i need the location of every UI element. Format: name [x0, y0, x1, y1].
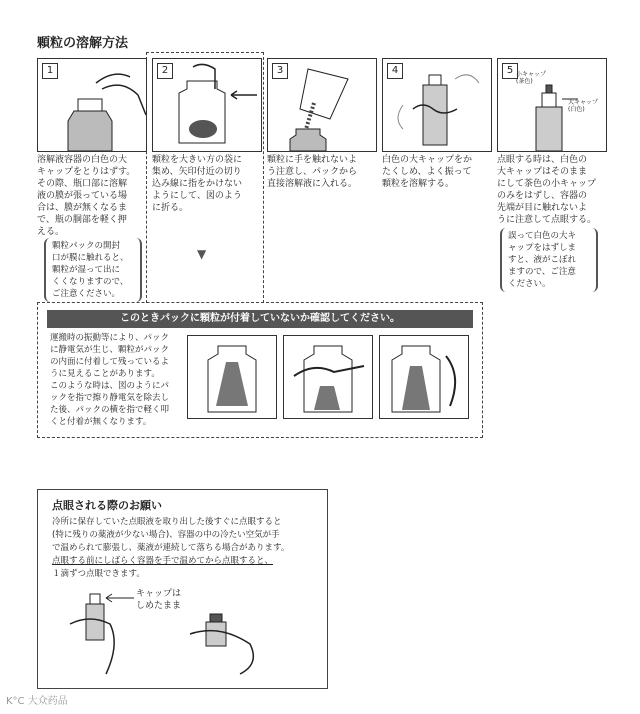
- step-2-illustration: [152, 58, 262, 152]
- arrow-down-icon: ▼: [197, 247, 207, 261]
- check-image-rub: [283, 335, 373, 419]
- step-5-note: 誤って白色の大キ ャップをはずしま すと、液がこぼれ ますので、ご注意 ください。: [500, 228, 598, 292]
- watermark: K°C 大众药品: [6, 696, 68, 707]
- step-2-text: 顆粒を大きい方の袋に 集め、矢印付近の切り 込み線に指をかけない ようにして、図のよう に折る。: [152, 155, 243, 213]
- page-title: 顆粒の溶解方法: [37, 36, 129, 51]
- step-number: 1: [42, 63, 58, 79]
- request-title: 点眼される際のお願い: [52, 499, 162, 512]
- step-4-text: 白色の大キャップをか たくしめ、よく振って 顆粒を溶解する。: [382, 155, 473, 189]
- step-5-illustration: [497, 58, 607, 152]
- check-image-pack: [187, 335, 277, 419]
- big-cap-label: 大キャップ: [568, 99, 599, 106]
- step-number: 5: [502, 63, 518, 79]
- step-1-illustration: [37, 58, 147, 152]
- step-4-illustration: [382, 58, 492, 152]
- big-cap-color: (白色): [568, 106, 585, 113]
- small-cap-label: 小キャップ: [516, 71, 547, 78]
- request-line: 冷所に保存していた点眼液を取り出した後すぐに点眼すると: [52, 517, 282, 527]
- request-line: (特に残りの薬液が少ない場合)、容器の中の冷たい空気が手: [52, 530, 280, 540]
- tap-pack-icon: [380, 336, 468, 418]
- request-text: [52, 516, 320, 581]
- step-number: 4: [387, 63, 403, 79]
- check-text: 運搬時の振動等により、パック に静電気が生じ、顆粒がパック の内面に付着して残っているよ うに見えることがあります。 このような時は、図のようにパ ックを指で擦り静電気を除去し た後、パックの横を指で軽く叩 くと付着が無くなります。: [50, 333, 170, 427]
- step-number: 2: [157, 63, 173, 79]
- small-cap-color: (茶色): [516, 78, 533, 85]
- rub-pack-icon: [284, 336, 372, 418]
- check-banner: このときパックに顆粒が付着していないか確認してください。: [47, 310, 473, 328]
- step-5-text: 点眼する時は、白色の 大キャップはそのまま にして茶色の小キャップ のみをはずし、容器の 先端が目に触れないよ うに注意して点眼する。: [497, 155, 597, 225]
- request-line: で温められて膨張し、薬液が連続して落ちる場合があります。: [52, 543, 290, 553]
- step-1-text: 溶解液容器の白色の大 キャップをとりはずす。 その際、瓶口部に溶解 液の膜が張っている場 合は、膜が無くなるま で、瓶の胴部を軽く押 える。: [37, 155, 136, 237]
- request-line: １滴ずつ点眼できます。: [52, 569, 145, 579]
- step-3-illustration: [267, 58, 377, 152]
- cap-closed-caption: キャップは しめたまま: [136, 589, 182, 611]
- step-number: 3: [272, 63, 288, 79]
- step-3-text: 顆粒に手を触れないよ う注意し、パックから 直接溶解液に入れる。: [267, 155, 358, 189]
- request-line: 点眼する前にしばらく容器を手で温めてから点眼すると、: [52, 556, 274, 566]
- step-1-note: 顆粒パックの開封 口が膜に触れると、 顆粒が湿って出に くくなりますので、 ご注意ください。: [44, 238, 142, 302]
- granule-pack-icon: [188, 336, 276, 418]
- check-image-tap: [379, 335, 469, 419]
